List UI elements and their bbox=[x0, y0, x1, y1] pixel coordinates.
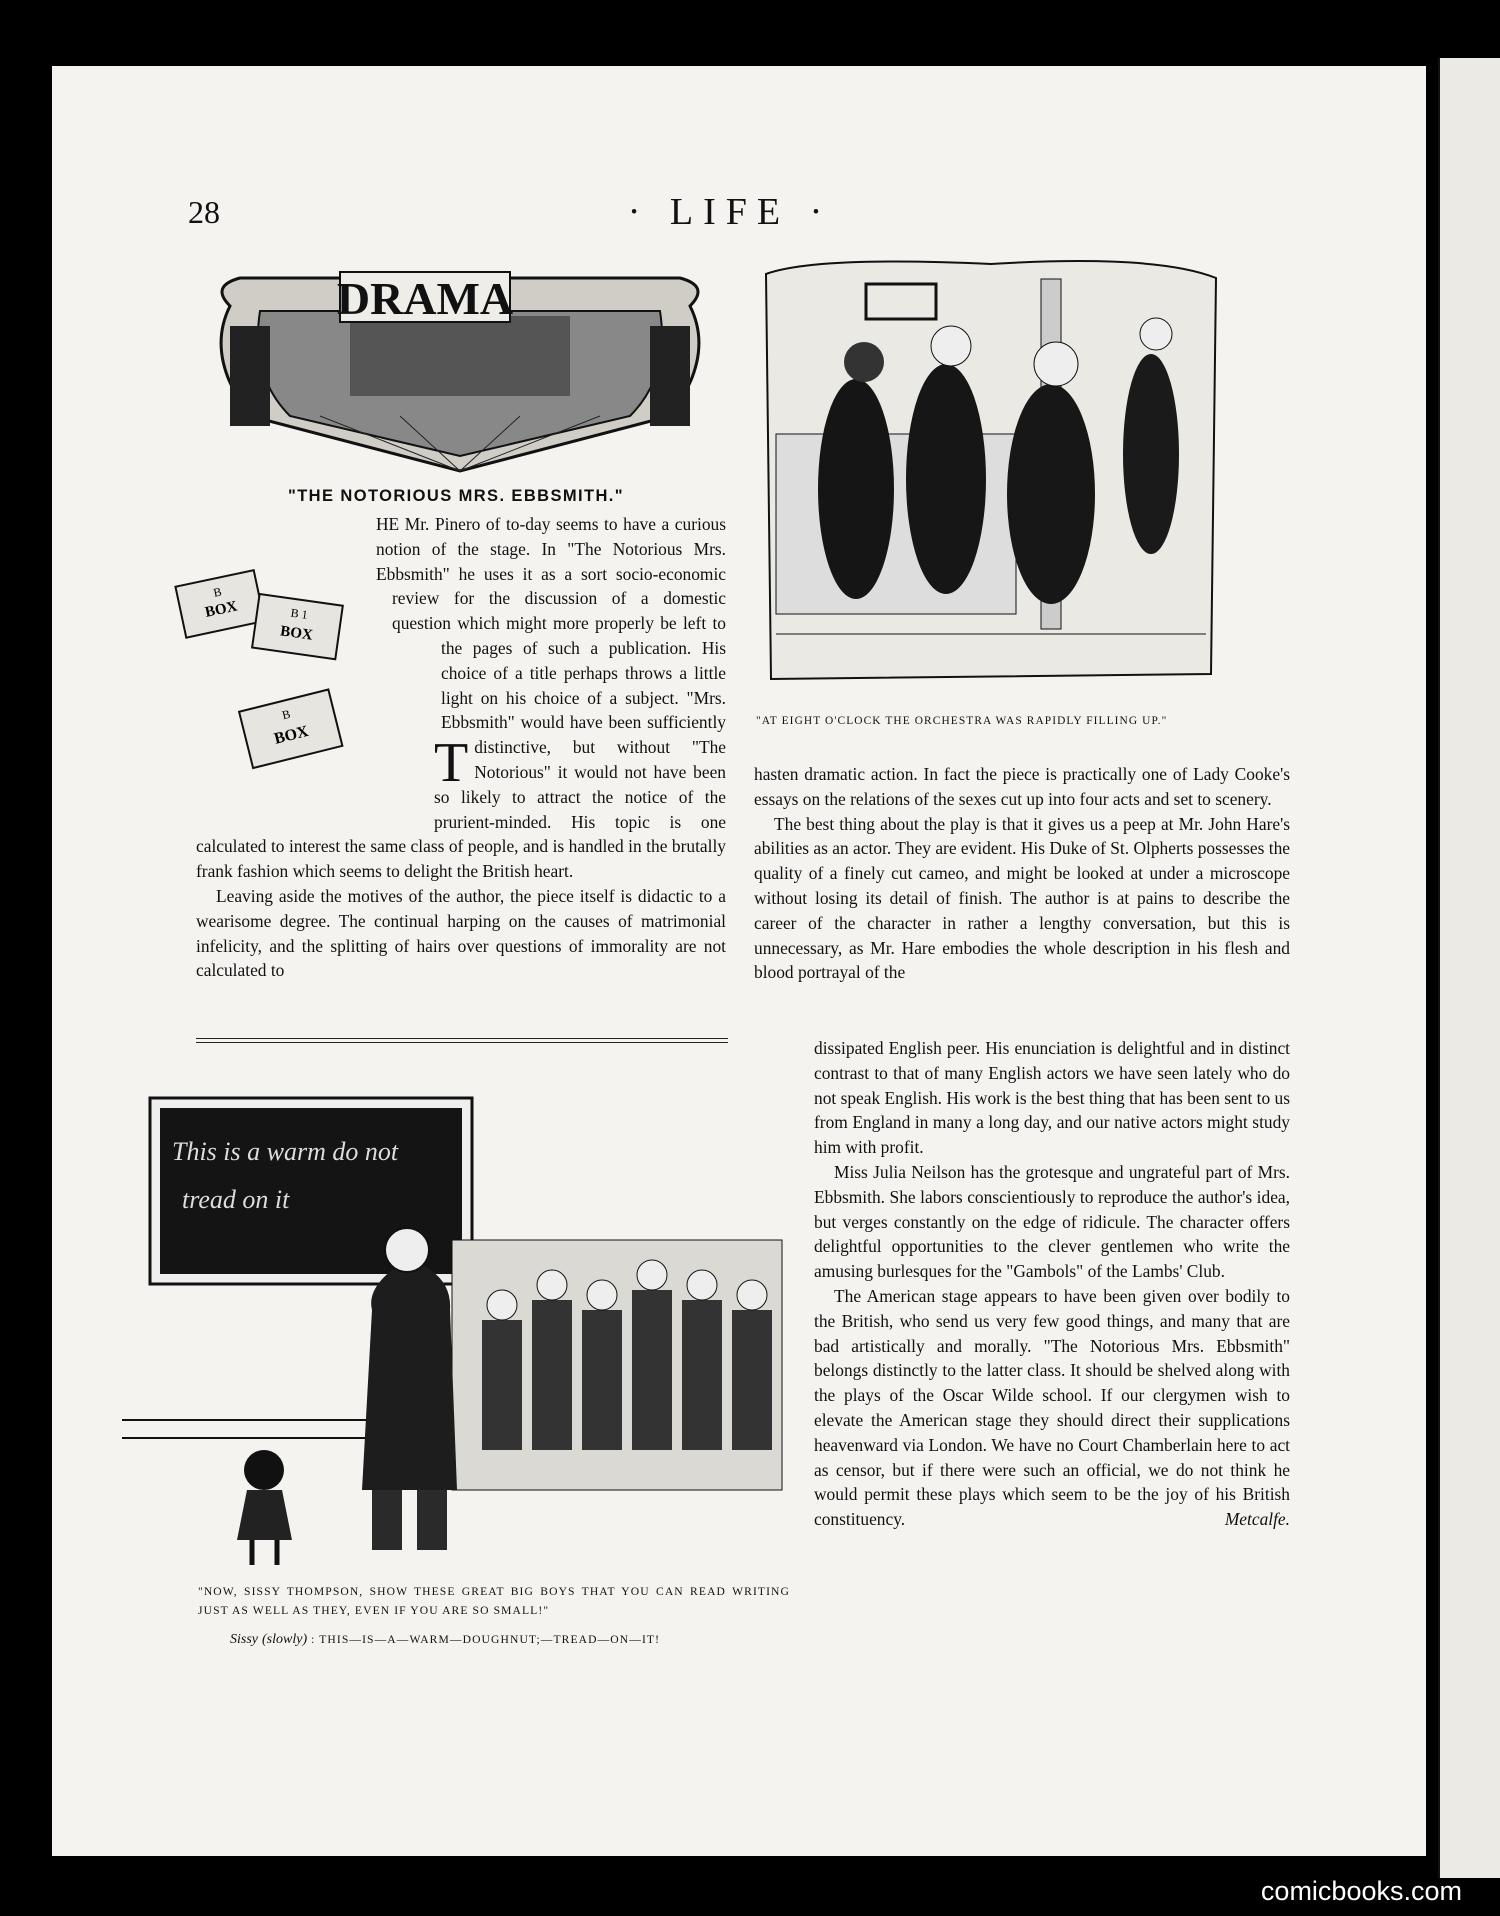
next-page-edge bbox=[1440, 58, 1500, 1878]
article-dropcap: T bbox=[434, 732, 469, 794]
reply-manner: (slowly) bbox=[262, 1632, 308, 1647]
classroom-cartoon-illustration bbox=[122, 1060, 804, 1580]
article-paragraph: hasten dramatic action. In fact the piece is practically one of Lady Cooke's essays on the relations of the sexes cut up into four acts and set to scenery. bbox=[754, 764, 1290, 809]
article-right-column-upper bbox=[754, 762, 1290, 985]
article-headline: "THE NOTORIOUS MRS. EBBSMITH." bbox=[287, 487, 625, 505]
site-watermark: comicbooks.com bbox=[1260, 1876, 1462, 1906]
article-paragraph: HE Mr. Pinero of to-day seems to have a curious notion of the stage. In "The Notorious Mrs. Ebbsmith" he uses it as a sort socio-economic review for the discussion of a domestic question which might more properly be left to the pages of such a publication. His choice of a title perhaps throws a little light on his choice of a subject. "Mrs. Ebbsmith" would have been sufficiently distinctive, but without "The Notorious" it would not have been so likely to attract the notice of the prurient-minded. His topic is one calculated to interest the same class of people, and is handled in the brutally frank fashion which seems to delight the British heart. bbox=[196, 514, 726, 882]
blackboard-line-2: tread on it bbox=[182, 1185, 290, 1214]
article-paragraph: The best thing about the play is that it gives us a peep at Mr. John Hare's abilities as an actor. They are evident. His Duke of St. Olpherts possesses the quality of a finely cut cameo, and might be looked at under a microscope without losing its detail of finish. The author is at pains to describe the career of the character in rather a lengthy conversation, but this is unnecessary, as Mr. Hare embodies the whole description in his flesh and blood portrayal of the bbox=[754, 813, 1290, 983]
masthead-title: · LIFE · bbox=[627, 191, 833, 233]
blackboard-line-1: This is a warm do not bbox=[172, 1137, 399, 1166]
ticket-box-label: BOX bbox=[279, 623, 314, 644]
orchestra-caption: "AT EIGHT O'CLOCK THE ORCHESTRA WAS RAPIDLY FILLING UP." bbox=[756, 715, 1168, 727]
column-divider-rule bbox=[196, 1038, 728, 1043]
article-left-column bbox=[196, 512, 726, 983]
article-paragraph bbox=[814, 1284, 1290, 1532]
ticket-row-label: B bbox=[212, 584, 223, 600]
page-number: 28 bbox=[188, 194, 220, 230]
author-signature: Metcalfe. bbox=[1224, 1509, 1290, 1530]
ticket-box-label: BOX bbox=[272, 722, 311, 748]
drama-banner-title: DRAMA bbox=[336, 273, 514, 324]
ticket-row-label: B 1 bbox=[289, 605, 309, 622]
ticket-box-label: BOX bbox=[203, 598, 239, 621]
classroom-reply bbox=[230, 1630, 790, 1649]
classroom-caption: "NOW, SISSY THOMPSON, SHOW THESE GREAT BIG BOYS THAT YOU CAN READ WRITING JUST AS WELL AS THEY, EVEN IF YOU ARE SO SMALL!" bbox=[198, 1585, 790, 1617]
article-paragraph-text: The American stage appears to have been given over bodily to the British, who send us very few good things, and many that are bad artistically and morally. "The Notorious Mrs. Ebbsmith" belongs distinctly to the latter class. It should be shelved along with the plays of the Oscar Wilde school. If our clergymen wish to elevate the American stage they should direct their supplications heavenward via London. We have no Court Chamberlain here to act as censor, but if there were such an official, we do not think he would permit these plays which seem to be the joy of his British constituency. bbox=[814, 1285, 1290, 1530]
drama-banner-illustration bbox=[200, 266, 720, 478]
article-paragraph: dissipated English peer. His enunciation is delightful and in distinct contrast to that of many English actors we have seen lately who do not speak English. His work is the best thing that has been sent to us from England in many a long day, and our native actors might study him with profit. bbox=[814, 1038, 1290, 1158]
reply-speaker: Sissy bbox=[230, 1632, 258, 1647]
ticket-row-label: B bbox=[280, 706, 292, 723]
reply-text: : THIS—IS—A—WARM—DOUGHNUT;—TREAD—ON—IT! bbox=[311, 1633, 661, 1646]
article-paragraph: Leaving aside the motives of the author, the piece itself is didactic to a wearisome degree. The continual harping on the causes of matrimonial infelicity, and the splitting of hairs over questions of immorality are not calculated to bbox=[196, 885, 726, 981]
article-paragraph: Miss Julia Neilson has the grotesque and ungrateful part of Mrs. Ebbsmith. She labors conscientiously to reproduce the author's idea, but verges constantly on the edge of ridicule. The character offers delightful opportunities to the clever gentlemen who write the amusing burlesques for the "Gambols" of the Lambs' Club. bbox=[814, 1161, 1290, 1282]
orchestra-cartoon-illustration bbox=[756, 254, 1226, 704]
article-right-column-lower bbox=[814, 1036, 1290, 1532]
